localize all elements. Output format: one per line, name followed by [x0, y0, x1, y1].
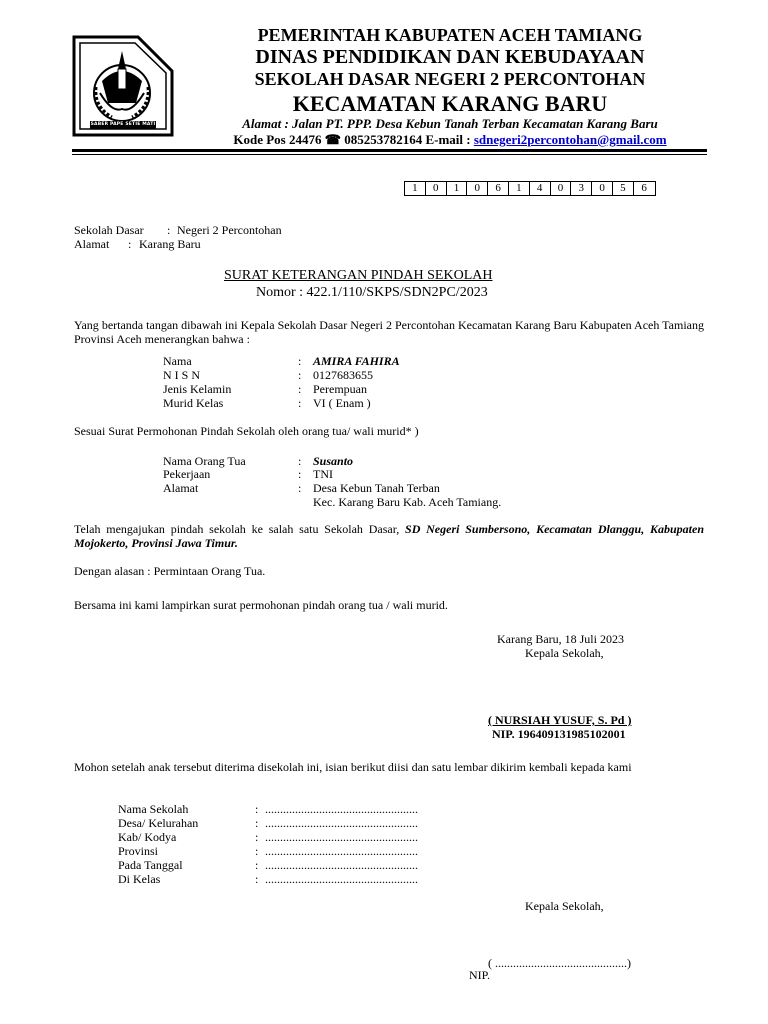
parent-name: Susanto — [313, 454, 354, 468]
parent-address-label: Alamat — [163, 481, 199, 495]
school-address-label: Alamat — [74, 237, 110, 251]
code-digit: 3 — [571, 182, 592, 195]
school-label: Sekolah Dasar — [74, 223, 144, 237]
parent-address-2: Kec. Karang Baru Kab. Aceh Tamiang. — [313, 495, 502, 509]
code-digit: 0 — [592, 182, 613, 195]
header-contact — [200, 133, 700, 146]
reason-paragraph: Dengan alasan : Permintaan Orang Tua. — [74, 564, 266, 578]
letter-number: Nomor : 422.1/110/SKPS/SDN2PC/2023 — [256, 285, 488, 300]
form-dots[interactable]: ................................................... — [265, 844, 418, 858]
form-label-school: Nama Sekolah — [118, 802, 189, 816]
request-paragraph: Sesuai Surat Permohonan Pindah Sekolah oleh orang tua/ wali murid* ) — [74, 424, 419, 438]
colon: : — [298, 454, 302, 468]
district-logo — [72, 31, 174, 137]
logo-caption: SABER PAPE SETIE MATI — [90, 122, 156, 127]
code-digit: 0 — [467, 182, 488, 195]
return-note: Mohon setelah anak tersebut diterima disekolah ini, isian berikut diisi dan satu lembar dikirim kembali kepada kami — [74, 760, 632, 774]
code-digit: 1 — [405, 182, 426, 195]
code-digit: 1 — [447, 182, 468, 195]
student-name: AMIRA FAHIRA — [313, 354, 400, 368]
intro-paragraph: Yang bertanda tangan dibawah ini Kepala Sekolah Dasar Negeri 2 Percontohan Kecamatan Karang Baru Kabupaten Aceh Tamiang Provinsi Aceh menerangkan bahwa : — [74, 318, 704, 346]
receiver-nip-label: NIP. — [469, 968, 491, 982]
form-dots[interactable]: ................................................... — [265, 858, 418, 872]
form-label-regency: Kab/ Kodya — [118, 830, 177, 844]
header-rule-thick — [72, 149, 707, 152]
student-nisn-label: N I S N — [163, 368, 201, 382]
school-value: Negeri 2 Percontohan — [177, 223, 282, 237]
colon: : — [255, 872, 259, 886]
colon: : — [298, 382, 302, 396]
email-link[interactable]: sdnegeri2percontohan@gmail.com — [473, 132, 667, 147]
place-date: Karang Baru, 18 Juli 2023 — [497, 632, 624, 646]
code-digit: 6 — [641, 182, 647, 194]
form-dots[interactable]: ................................................... — [265, 802, 418, 816]
colon: : — [298, 368, 302, 382]
colon: : — [255, 816, 259, 830]
colon: : — [298, 396, 302, 410]
signer-nip: NIP. 196409131985102001 — [492, 727, 626, 741]
form-dots[interactable]: ................................................... — [265, 830, 418, 844]
phone-email-label: 085253782164 E-mail : — [344, 132, 474, 147]
school-address-colon: : — [128, 237, 132, 251]
code-digit: 6 — [488, 182, 509, 195]
code-digit: 0 — [551, 182, 572, 195]
destination-school: SD Negeri Sumbersono, Kecamatan Dlanggu, Kabupaten Mojokerto, Provinsi Jawa Timur. — [74, 522, 704, 550]
transfer-paragraph — [74, 522, 704, 550]
signer-title: Kepala Sekolah, — [525, 646, 604, 660]
form-label-province: Provinsi — [118, 844, 159, 858]
code-digit: 4 — [530, 182, 551, 195]
school-code-boxes — [404, 181, 656, 196]
header-line-3: SEKOLAH DASAR NEGERI 2 PERCONTOHAN — [254, 69, 646, 89]
parent-job: TNI — [313, 467, 333, 481]
letter-title: SURAT KETERANGAN PINDAH SEKOLAH — [224, 268, 493, 283]
colon: : — [255, 802, 259, 816]
header-line-2: DINAS PENDIDIKAN DAN KEBUDAYAAN — [255, 46, 645, 68]
student-class-label: Murid Kelas — [163, 396, 224, 410]
student-gender: Perempuan — [313, 382, 367, 396]
signer-name: ( NURSIAH YUSUF, S. Pd ) — [488, 713, 632, 727]
student-gender-label: Jenis Kelamin — [163, 382, 232, 396]
form-label-date: Pada Tanggal — [118, 858, 183, 872]
colon: : — [298, 354, 302, 368]
attachment-paragraph: Bersama ini kami lampirkan surat permohonan pindah orang tua / wali murid. — [74, 598, 448, 612]
colon: : — [255, 858, 259, 872]
student-class: VI ( Enam ) — [313, 396, 371, 410]
parent-job-label: Pekerjaan — [163, 467, 211, 481]
form-dots[interactable]: ................................................... — [265, 816, 418, 830]
colon: : — [298, 481, 302, 495]
school-address-value: Karang Baru — [139, 237, 201, 251]
code-digit: 1 — [509, 182, 530, 195]
student-nisn: 0127683655 — [313, 368, 373, 382]
header-line-4: KECAMATAN KARANG BARU — [292, 91, 608, 116]
receiver-signer-title: Kepala Sekolah, — [525, 899, 604, 913]
parent-name-label: Nama Orang Tua — [163, 454, 246, 468]
receiver-signer-blank[interactable]: ( ............................................) — [488, 956, 631, 970]
student-name-label: Nama — [163, 354, 192, 368]
form-label-village: Desa/ Kelurahan — [118, 816, 199, 830]
colon: : — [255, 844, 259, 858]
postal-code: Kode Pos 24476 — [233, 132, 325, 147]
telephone-icon: ☎ — [324, 132, 341, 147]
colon: : — [298, 467, 302, 481]
header-line-1: PEMERINTAH KABUPATEN ACEH TAMIANG — [257, 25, 643, 45]
school-colon: : — [167, 223, 171, 237]
form-label-class: Di Kelas — [118, 872, 161, 886]
parent-address-1: Desa Kebun Tanah Terban — [313, 481, 440, 495]
transfer-text: Telah mengajukan pindah sekolah ke salah satu Sekolah Dasar, — [74, 522, 406, 536]
code-digit: 5 — [613, 182, 634, 195]
form-dots[interactable]: ................................................... — [265, 872, 418, 886]
header-rule-thin — [72, 154, 707, 155]
colon: : — [255, 830, 259, 844]
code-digit: 0 — [426, 182, 447, 195]
header-address: Alamat : Jalan PT. PPP. Desa Kebun Tanah Terban Kecamatan Karang Baru — [242, 116, 658, 131]
